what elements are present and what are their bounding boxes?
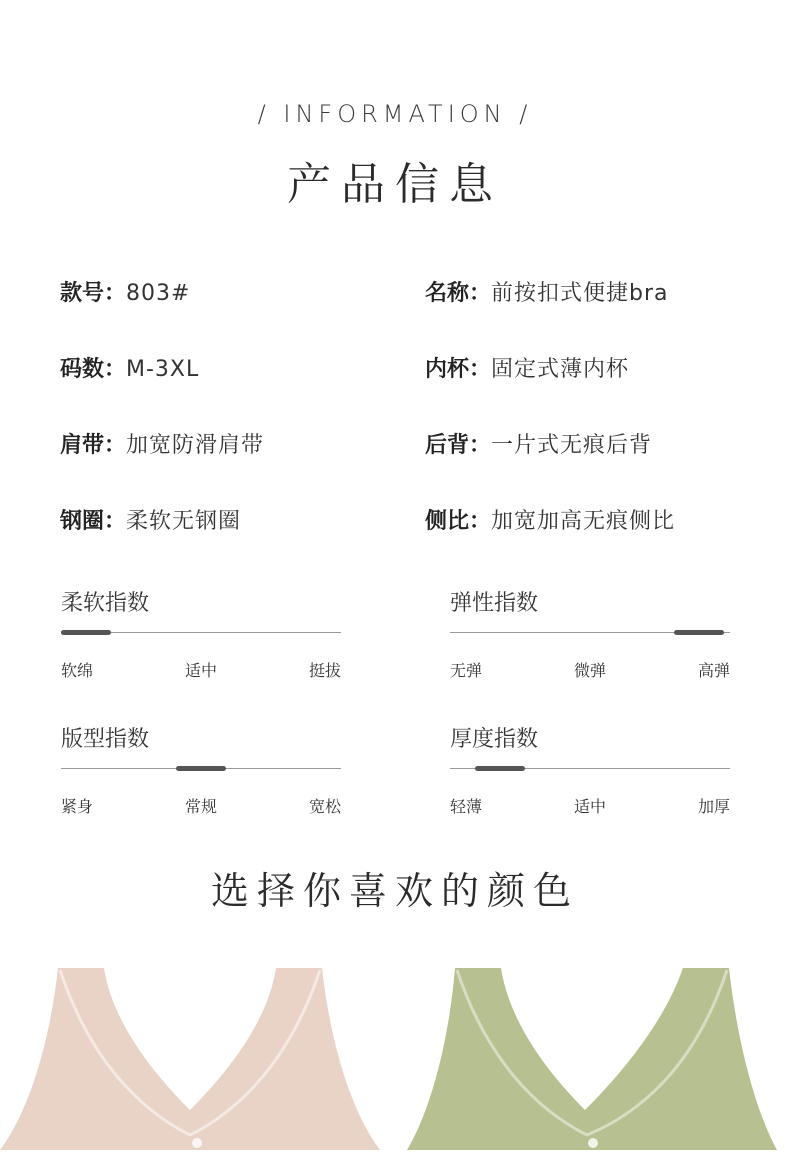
index-indicator <box>176 766 226 771</box>
spec-strap <box>60 428 264 459</box>
index-label-mid: 常规 <box>184 797 217 816</box>
softness-index <box>61 586 343 680</box>
thickness-index <box>450 722 732 816</box>
spec-style-no <box>60 276 190 307</box>
index-label-low: 软绵 <box>61 661 94 680</box>
spec-value: M-3XL <box>126 357 200 382</box>
index-indicator <box>475 766 525 771</box>
bra-illustration <box>405 960 785 1150</box>
color-section-title: 选择你喜欢的颜色 <box>210 869 579 913</box>
spec-value: 一片式无痕后背 <box>491 433 653 458</box>
spec-back <box>425 428 652 459</box>
spec-value: 803# <box>126 281 191 306</box>
page-title: 产品信息 <box>287 159 503 210</box>
spec-value: 前按扣式便捷bra <box>491 281 669 306</box>
spec-value: 固定式薄内杯 <box>491 357 630 382</box>
spec-value: 加宽加高无痕侧比 <box>491 509 676 534</box>
spec-label: 码数： <box>60 357 127 382</box>
index-indicator <box>61 630 111 635</box>
index-label-mid: 适中 <box>573 797 606 816</box>
index-label-high: 加厚 <box>697 797 730 816</box>
spec-label: 款号： <box>60 281 127 306</box>
index-title: 柔软指数 <box>61 591 150 616</box>
index-label-mid: 适中 <box>184 661 217 680</box>
fit-index <box>61 722 343 816</box>
spec-label: 钢圈： <box>60 509 127 534</box>
spec-label: 后背： <box>425 433 492 458</box>
index-label-high: 高弹 <box>697 661 730 680</box>
index-label-high: 挺拔 <box>308 661 341 680</box>
spec-cup <box>425 352 629 383</box>
index-label-low: 轻薄 <box>450 797 483 816</box>
header-english: / INFORMATION / <box>257 100 533 128</box>
spec-value: 柔软无钢圈 <box>126 509 242 534</box>
bra-illustration <box>0 960 380 1150</box>
spec-size <box>60 352 199 383</box>
spec-label: 内杯： <box>425 357 492 382</box>
index-label-low: 无弹 <box>450 661 483 680</box>
spec-value: 加宽防滑肩带 <box>126 433 265 458</box>
index-title: 版型指数 <box>61 727 150 752</box>
index-label-high: 宽松 <box>308 797 341 816</box>
index-title: 弹性指数 <box>450 591 539 616</box>
index-label-low: 紧身 <box>61 797 94 816</box>
spec-name <box>425 276 669 307</box>
product-image-nude[interactable] <box>0 960 380 1150</box>
spec-label: 肩带： <box>60 433 127 458</box>
spec-wire <box>60 504 241 535</box>
index-label-mid: 微弹 <box>573 661 606 680</box>
index-indicator <box>674 630 724 635</box>
spec-label: 侧比： <box>425 509 492 534</box>
elasticity-index <box>450 586 732 680</box>
index-title: 厚度指数 <box>450 727 539 752</box>
spec-label: 名称： <box>425 281 492 306</box>
spec-side <box>425 504 675 535</box>
product-image-green[interactable] <box>405 960 785 1150</box>
